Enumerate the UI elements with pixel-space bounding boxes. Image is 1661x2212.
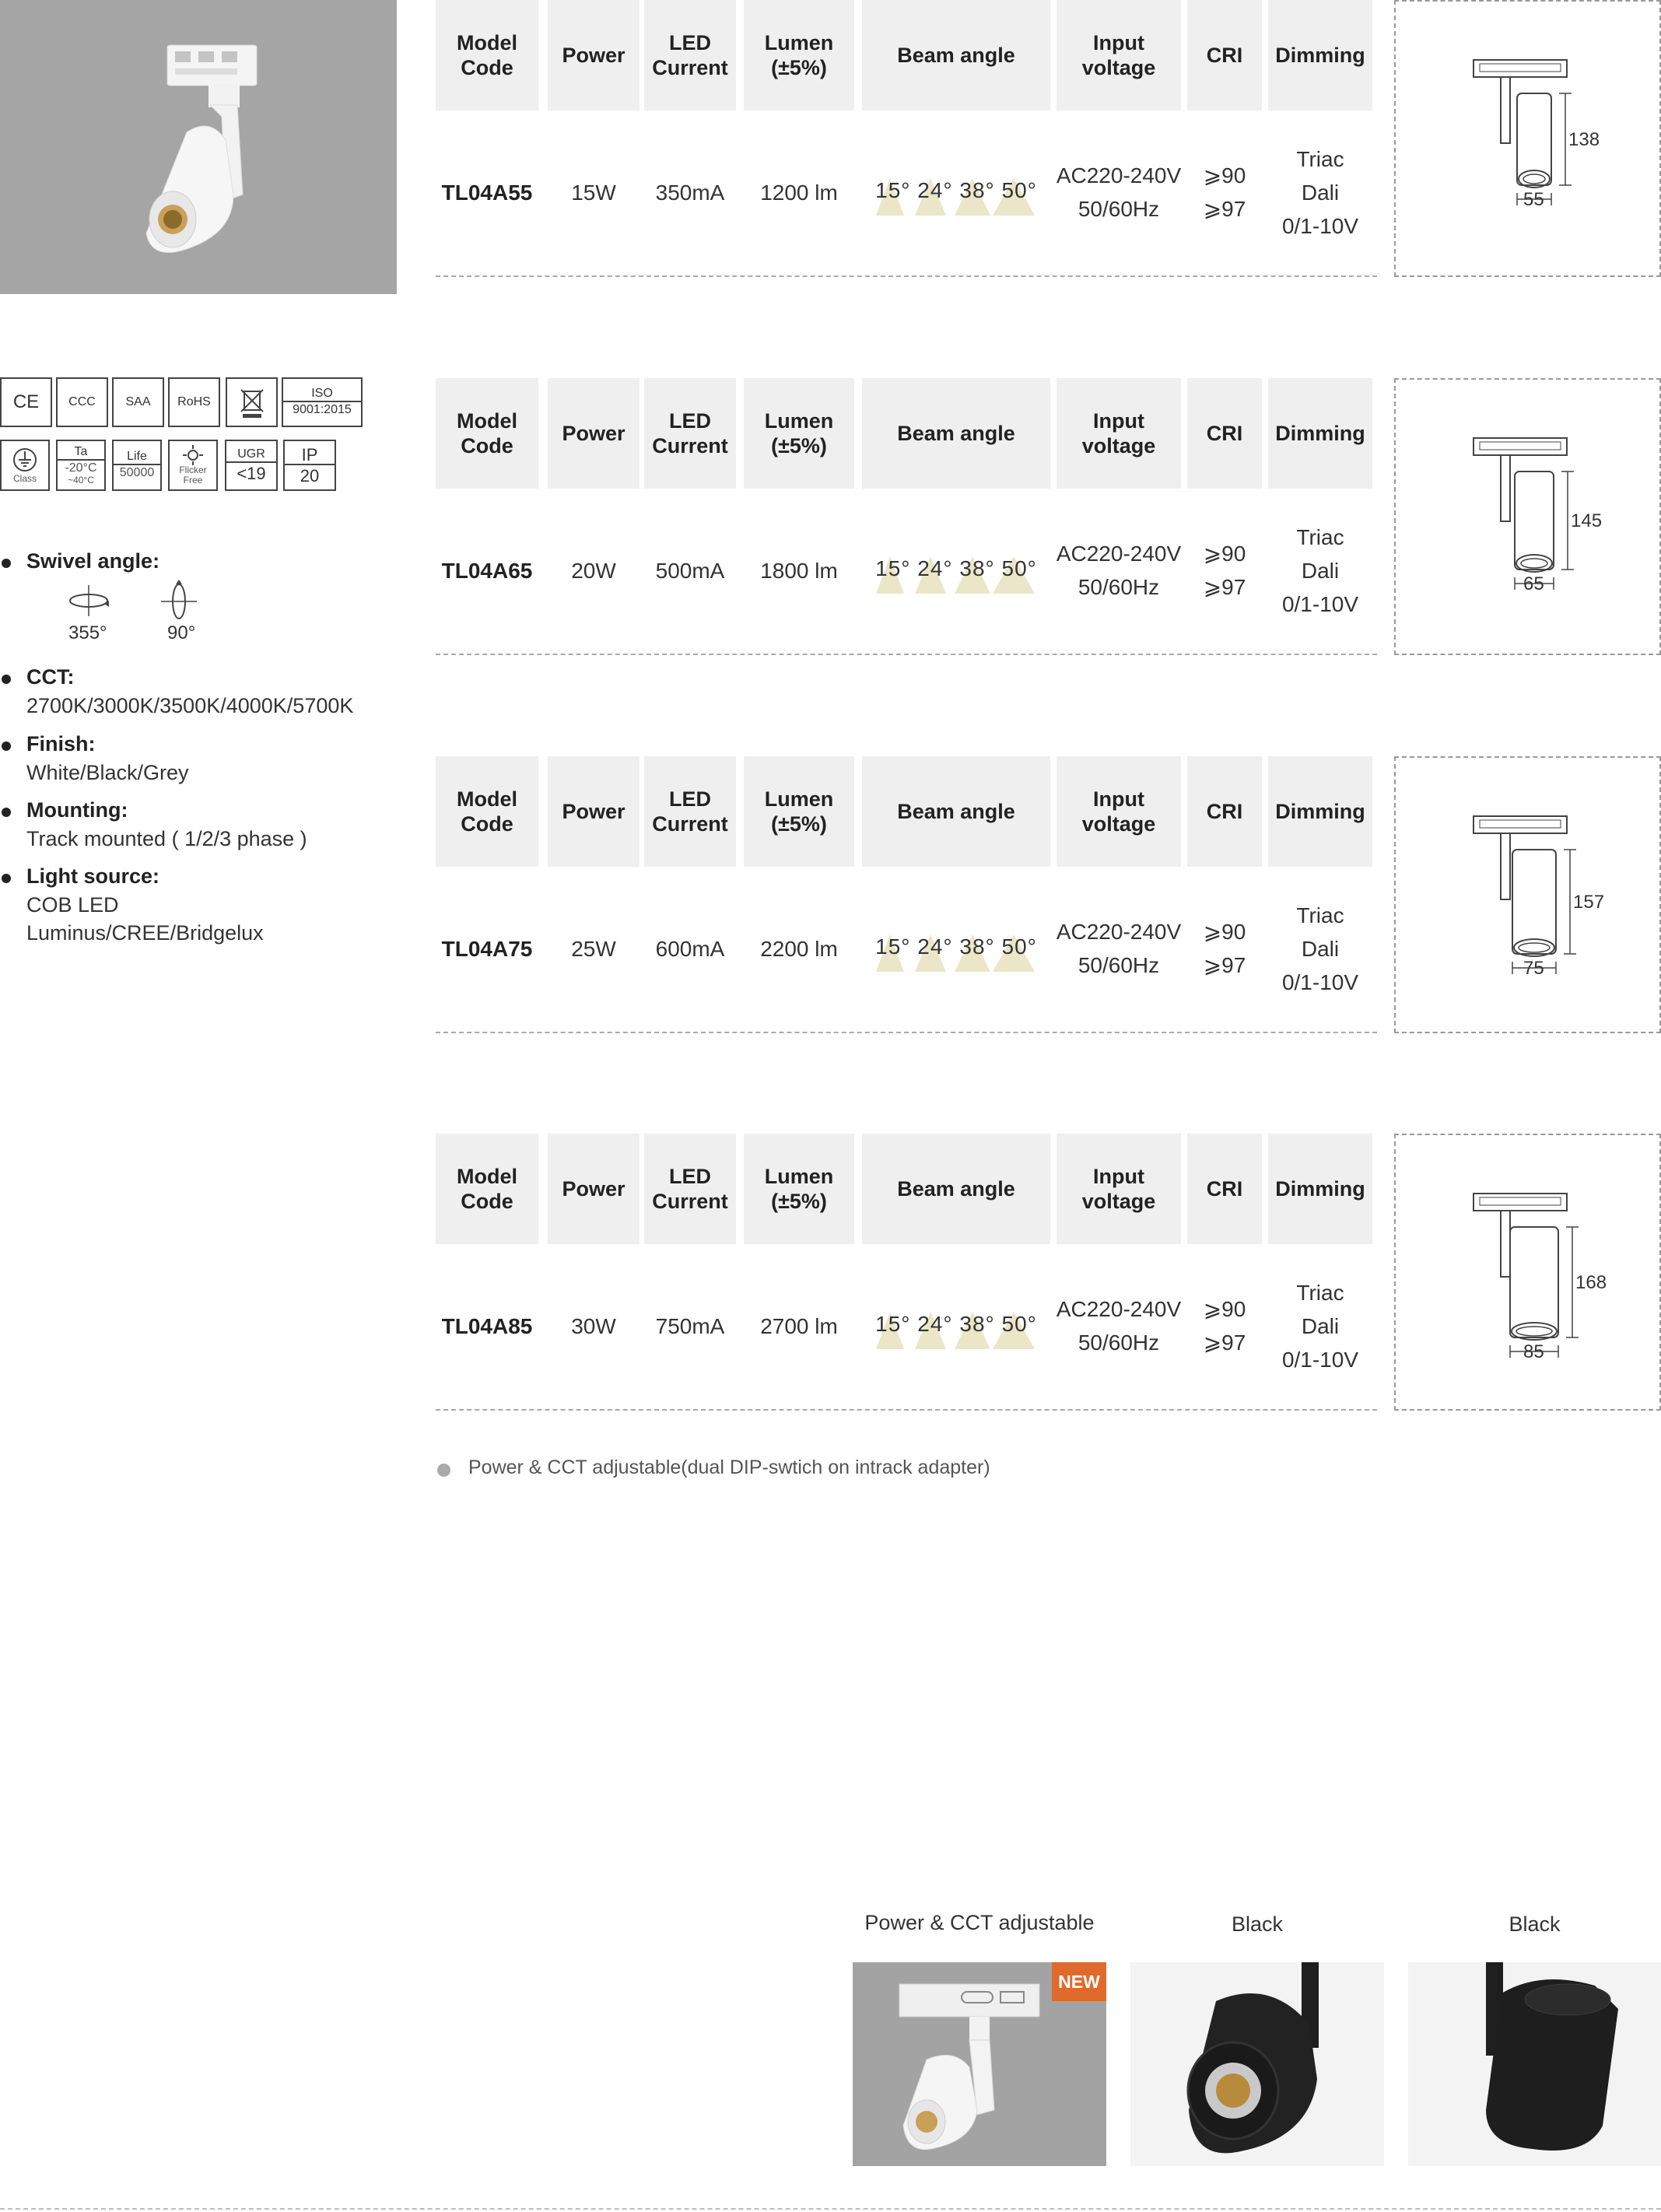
cell-model: TL04A55 — [441, 180, 533, 205]
ugr-mark: UGR <19 — [225, 440, 278, 491]
gallery-caption-adapter: Power & CCT adjustable — [864, 1911, 1095, 1934]
cell-dimming: Triac Dali 0/1-10V — [1281, 146, 1359, 238]
cell-current: 750mA — [655, 1313, 725, 1338]
cell-voltage: AC220-240V 50/60Hz — [1056, 920, 1182, 977]
header-power: Power — [548, 378, 640, 489]
cell-power: 30W — [571, 1313, 616, 1338]
iso-9001-mark: ISO 9001:2015 — [282, 377, 363, 427]
header-model: Model Code — [436, 0, 538, 110]
header-beam: Beam angle — [862, 0, 1050, 110]
cell-current: 600mA — [655, 936, 725, 961]
beam-angle-values: 15° 24° 38° 50° — [875, 934, 1037, 959]
luminaire-outline-drawing — [1396, 380, 1661, 657]
row-divider — [436, 275, 1377, 277]
footnote-text: Power & CCT adjustable(dual DIP-swtich on intrack adapter) — [468, 1457, 990, 1478]
beam-angle-values: 15° 24° 38° 50° — [875, 556, 1037, 580]
header-dimming: Dimming — [1268, 378, 1372, 489]
row-divider — [436, 1409, 1377, 1411]
cell-lumen: 1200 lm — [760, 180, 838, 205]
dimension-drawing-tl04a55 — [1394, 0, 1661, 277]
dimension-drawing-tl04a75 — [1394, 756, 1661, 1033]
cell-beam — [862, 110, 1050, 274]
gallery-image-black-front — [1130, 1962, 1384, 2166]
cell-lumen: 2200 lm — [760, 936, 838, 961]
cell-dimming: Triac Dali 0/1-10V — [1281, 1280, 1359, 1372]
gallery-image-adapter — [853, 1962, 1106, 2166]
beam-angle-graphic — [867, 925, 1046, 972]
cell-voltage: AC220-240V 50/60Hz — [1056, 542, 1182, 599]
cell-voltage: AC220-240V 50/60Hz — [1056, 163, 1182, 221]
beam-angle-graphic — [867, 1302, 1046, 1349]
height-dimension-label: 145 — [1571, 510, 1603, 531]
new-badge: NEW — [1052, 1962, 1106, 2001]
gallery-caption-black-front: Black — [1231, 1912, 1284, 1936]
spec-value: Track mounted ( 1/2/3 phase ) — [26, 827, 307, 850]
beam-angle-values: 15° 24° 38° 50° — [875, 1312, 1037, 1336]
cell-model: TL04A85 — [441, 1313, 533, 1338]
ta-temperature-mark: Ta -20°C ~40°C — [56, 440, 106, 491]
spec-label: Light source: — [26, 864, 160, 888]
cell-cri: ⩾90 ⩾97 — [1203, 163, 1246, 221]
cell-dimming: Triac Dali 0/1-10V — [1281, 524, 1359, 616]
bullet-dot — [2, 808, 11, 817]
spec-label: Swivel angle: — [26, 549, 160, 573]
header-beam: Beam angle — [862, 1134, 1050, 1244]
beam-angle-graphic — [867, 547, 1046, 594]
dimension-drawing-tl04a65 — [1394, 378, 1661, 655]
header-voltage: Input voltage — [1057, 0, 1181, 110]
cell-current: 350mA — [655, 180, 725, 205]
spec-table-tl04a55 — [436, 0, 1377, 277]
flicker-free-icon: Flicker Free — [168, 440, 218, 491]
header-cri: CRI — [1187, 0, 1262, 110]
spec-value: 2700K/3000K/3500K/4000K/5700K — [26, 694, 354, 717]
height-dimension-label: 168 — [1575, 1272, 1607, 1293]
header-dimming: Dimming — [1268, 756, 1372, 867]
rohs-mark-icon: RoHS — [168, 377, 220, 427]
product-photo — [0, 0, 397, 294]
dimension-drawing-tl04a85 — [1394, 1134, 1661, 1411]
track-light-illustration — [0, 0, 397, 294]
height-dimension-label: 157 — [1573, 892, 1605, 913]
bullet-dot — [2, 675, 11, 684]
cell-lumen: 2700 lm — [760, 1313, 838, 1338]
cell-cri: ⩾90 ⩾97 — [1203, 1297, 1246, 1355]
height-dimension-label: 138 — [1568, 129, 1600, 150]
spec-label: Finish: — [26, 732, 96, 755]
spec-label: Mounting: — [26, 798, 128, 822]
header-model: Model Code — [436, 1134, 538, 1244]
header-cri: CRI — [1187, 1134, 1262, 1244]
spec-table-tl04a85 — [436, 1134, 1377, 1411]
header-current: LED Current — [644, 1134, 736, 1244]
header-beam: Beam angle — [862, 756, 1050, 867]
header-power: Power — [548, 0, 640, 110]
header-current: LED Current — [644, 378, 736, 489]
cell-beam — [862, 489, 1050, 652]
saa-mark-icon: SAA — [112, 377, 164, 427]
spec-value: COB LED Luminus/CREE/Bridgelux — [26, 893, 264, 945]
header-model: Model Code — [436, 756, 538, 867]
beam-angle-graphic — [867, 169, 1046, 216]
header-lumen: Lumen (±5%) — [744, 0, 854, 110]
diameter-dimension-label: 55 — [1523, 189, 1544, 210]
cell-power: 25W — [571, 936, 616, 961]
cell-voltage: AC220-240V 50/60Hz — [1056, 1297, 1182, 1355]
spec-table-tl04a75 — [436, 756, 1377, 1033]
gallery-image-black-side — [1408, 1962, 1661, 2166]
weee-bin-icon — [226, 377, 278, 427]
header-power: Power — [548, 756, 640, 867]
header-current: LED Current — [644, 756, 736, 867]
class-ground-icon: Class — [0, 440, 50, 491]
bullet-dot — [2, 741, 11, 751]
life-hours-mark: Life 50000 — [112, 440, 162, 491]
cell-cri: ⩾90 ⩾97 — [1203, 542, 1246, 599]
header-lumen: Lumen (±5%) — [744, 1134, 854, 1244]
header-cri: CRI — [1187, 378, 1262, 489]
vertical-rotate-icon — [159, 580, 198, 623]
header-power: Power — [548, 1134, 640, 1244]
beam-angle-values: 15° 24° 38° 50° — [875, 178, 1037, 202]
header-voltage: Input voltage — [1057, 1134, 1181, 1244]
diameter-dimension-label: 65 — [1523, 573, 1544, 594]
row-divider — [436, 1032, 1377, 1033]
cell-power: 20W — [571, 558, 616, 583]
header-dimming: Dimming — [1268, 0, 1372, 110]
header-voltage: Input voltage — [1057, 378, 1181, 489]
cell-beam — [862, 867, 1050, 1030]
ccc-mark-icon: CCC — [56, 377, 108, 427]
spec-table-tl04a65 — [436, 378, 1377, 655]
cell-beam — [862, 1244, 1050, 1407]
header-lumen: Lumen (±5%) — [744, 378, 854, 489]
bullet-dot — [2, 559, 11, 568]
ip-rating-mark: IP 20 — [283, 440, 336, 491]
header-current: LED Current — [644, 0, 736, 110]
header-voltage: Input voltage — [1057, 756, 1181, 867]
cell-cri: ⩾90 ⩾97 — [1203, 920, 1246, 977]
bottom-divider — [0, 2208, 1661, 2210]
spec-label: CCT: — [26, 665, 75, 689]
swivel-horizontal-value: 355° — [68, 622, 107, 643]
spec-value: White/Black/Grey — [26, 761, 189, 784]
luminaire-outline-drawing — [1396, 2, 1661, 279]
cell-model: TL04A75 — [441, 936, 533, 961]
row-divider — [436, 654, 1377, 655]
cell-model: TL04A65 — [441, 558, 533, 583]
bullet-dot — [437, 1464, 450, 1477]
ce-mark-icon: CE — [0, 377, 52, 427]
cell-power: 15W — [571, 180, 616, 205]
diameter-dimension-label: 75 — [1523, 958, 1544, 979]
header-cri: CRI — [1187, 756, 1262, 867]
header-beam: Beam angle — [862, 378, 1050, 489]
diameter-dimension-label: 85 — [1523, 1341, 1544, 1362]
cell-dimming: Triac Dali 0/1-10V — [1281, 903, 1359, 994]
header-dimming: Dimming — [1268, 1134, 1372, 1244]
luminaire-outline-drawing — [1396, 758, 1661, 1035]
swivel-vertical-value: 90° — [167, 622, 196, 643]
horizontal-rotate-icon — [62, 582, 117, 621]
header-lumen: Lumen (±5%) — [744, 756, 854, 867]
luminaire-outline-drawing — [1396, 1135, 1661, 1412]
bullet-dot — [2, 874, 11, 883]
cell-lumen: 1800 lm — [760, 558, 838, 583]
header-model: Model Code — [436, 378, 538, 489]
gallery-caption-black-side: Black — [1509, 1912, 1561, 1936]
cell-current: 500mA — [655, 558, 725, 583]
